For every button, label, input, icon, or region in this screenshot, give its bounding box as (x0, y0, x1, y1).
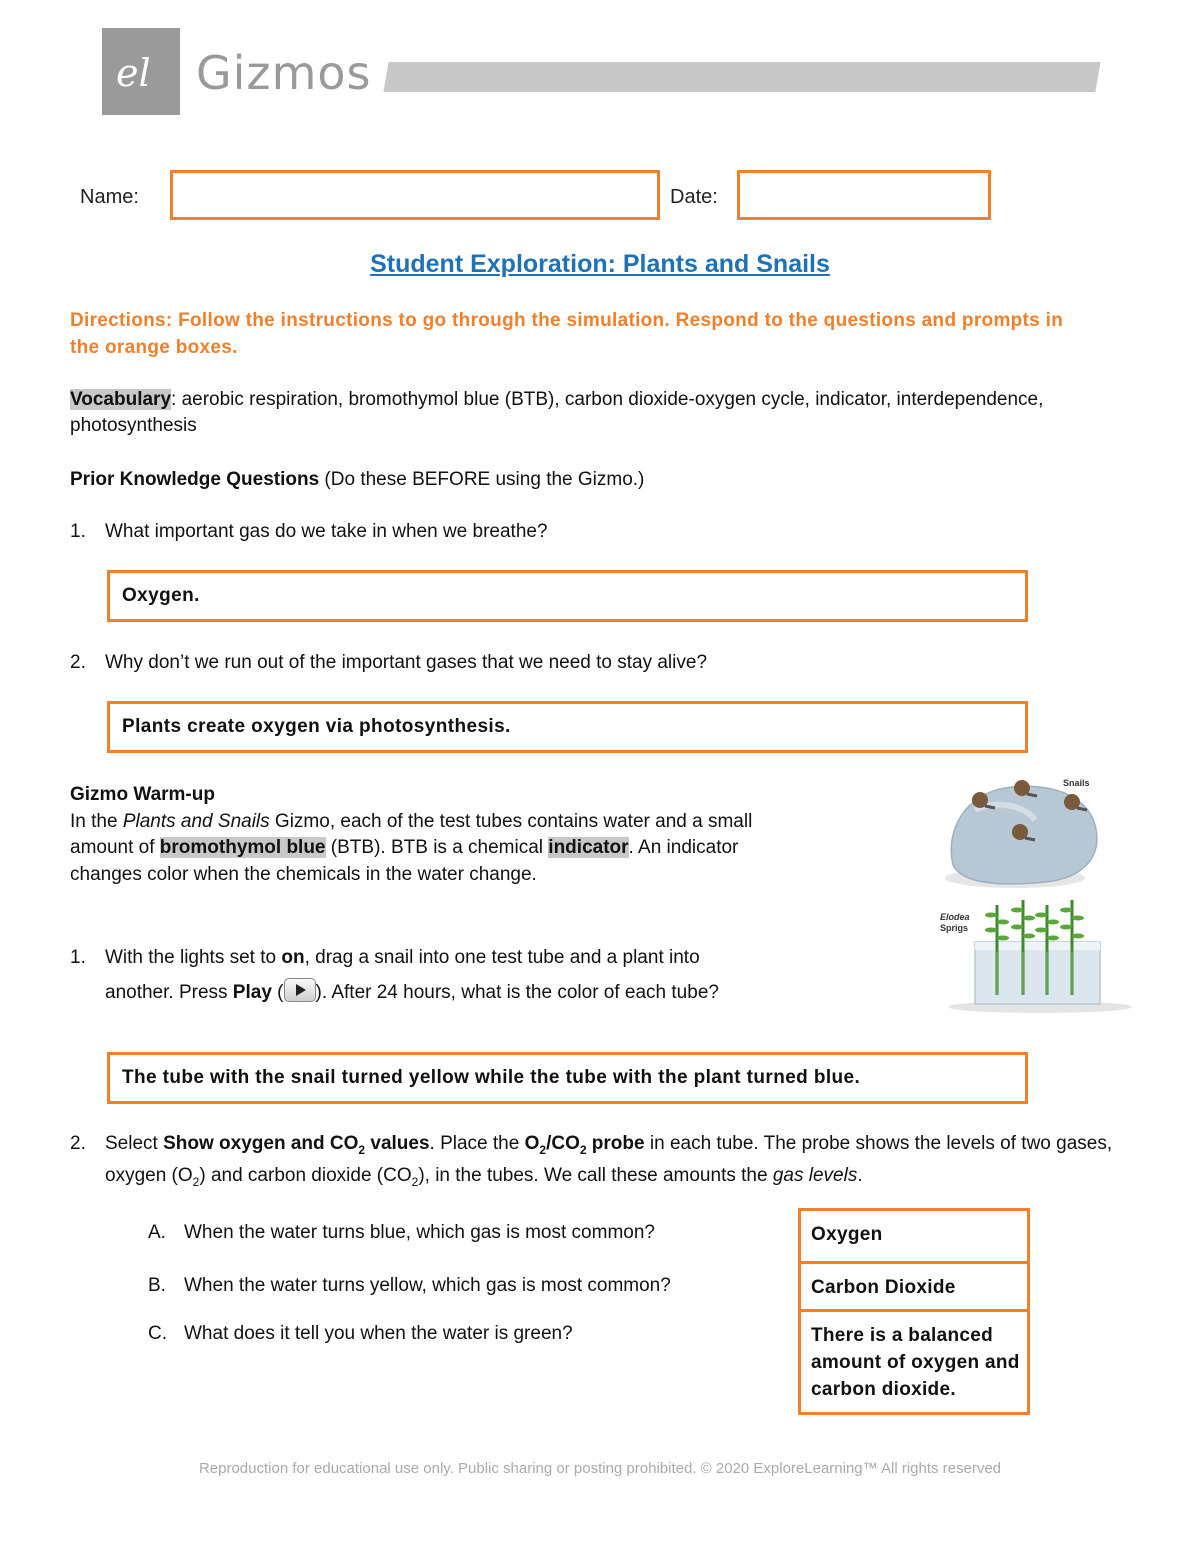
water-tank (975, 942, 1100, 1004)
play-button-icon (284, 978, 316, 1002)
answer-box-c[interactable] (798, 1309, 1030, 1415)
answer-text: Oxygen (811, 1224, 883, 1245)
question-text: What important gas do we take in when we breathe? (105, 521, 548, 542)
question-number: 2. (70, 1133, 86, 1154)
answer-box-prior-1[interactable] (107, 570, 1028, 622)
question-number: 2. (70, 652, 86, 673)
btb-term: bromothymol blue (159, 837, 326, 858)
prior-knowledge-heading: Prior Knowledge Questions (70, 469, 320, 490)
answer-text: There is a balanced amount of oxygen and carbon dioxide. (811, 1325, 1020, 1400)
question-text: With the lights set to on, drag a snail into one test tube and a plant into another. Press Play ( ). After 24 hours, what is the color of each tube? (105, 947, 719, 1003)
question-number: 1. (70, 521, 86, 542)
footer-notice: Reproduction for educational use only. Public sharing or posting prohibited. © 2020 ExploreLearning™ All rights reserved (198, 1460, 1002, 1477)
directions: Directions: Follow the instructions to go through the simulation. Respond to the questions and prompts in the orange boxes. (70, 310, 1064, 358)
el-logo-icon (102, 28, 180, 115)
elodea-leaves-icon (985, 908, 1084, 941)
answer-box-b[interactable] (798, 1261, 1030, 1312)
svg-text:el: el (116, 51, 151, 95)
answer-text: Carbon Dioxide (811, 1277, 956, 1298)
answer-box-prior-2[interactable] (107, 701, 1028, 753)
date-field[interactable] (737, 170, 991, 220)
warmup-section (70, 782, 780, 888)
warmup-heading: Gizmo Warm-up (70, 784, 215, 805)
answer-text: Oxygen. (122, 585, 200, 606)
snails-label: Snails (1063, 778, 1090, 788)
header-bar (383, 62, 1100, 92)
elodea-label: Elodea (940, 912, 970, 922)
sprigs-label: Sprigs (940, 923, 969, 933)
snails-and-elodea-illustration (935, 770, 1135, 1015)
page-title: Student Exploration: Plants and Snails (370, 250, 830, 278)
prior-knowledge-heading-line (70, 467, 1130, 493)
warmup-intro-cont: Gizmo, each of the test tubes contains water and a small amount of (70, 810, 753, 858)
name-label: Name: (80, 186, 139, 208)
vocabulary-text: : aerobic respiration, bromothymol blue (BTB), carbon dioxide-oxygen cycle, indicator, interdependence, photosynthesis (70, 389, 1044, 436)
answer-box-warmup-1[interactable] (107, 1052, 1028, 1104)
warmup-intro-cont: . An indicator changes color when the chemicals in the water change. (70, 837, 739, 885)
vocabulary-label: Vocabulary (70, 389, 172, 410)
gizmo-name: Plants and Snails (122, 810, 270, 832)
answer-text: Plants create oxygen via photosynthesis. (122, 716, 511, 737)
warmup-intro-cont: (BTB). BTB is a chemical (325, 837, 549, 858)
brand-name: Gizmos (196, 46, 372, 100)
indicator-term: indicator (548, 837, 629, 858)
gizmos-logo-mark (102, 28, 180, 115)
vocabulary (70, 387, 1130, 439)
answer-text: The tube with the snail turned yellow while the tube with the plant turned blue. (122, 1067, 861, 1088)
date-label: Date: (670, 186, 718, 208)
water-surface (975, 942, 1100, 950)
question-text: Why don’t we run out of the important gases that we need to stay alive? (105, 652, 708, 673)
answer-box-a[interactable] (798, 1208, 1030, 1264)
warmup-intro: In the (70, 810, 123, 832)
name-field[interactable] (170, 170, 660, 220)
prior-knowledge-note: (Do these BEFORE using the Gizmo.) (319, 469, 645, 490)
question-number: 1. (70, 947, 86, 968)
question-text: Select Show oxygen and $CO_2$ values. Place the $O_2/CO_2$ probe in each tube. The probe shows the levels of two gases, oxygen $(O_2)$ and carbon dioxide $(CO_2)$, in the tubes. We call these amounts the gas levels. (105, 1133, 1113, 1189)
